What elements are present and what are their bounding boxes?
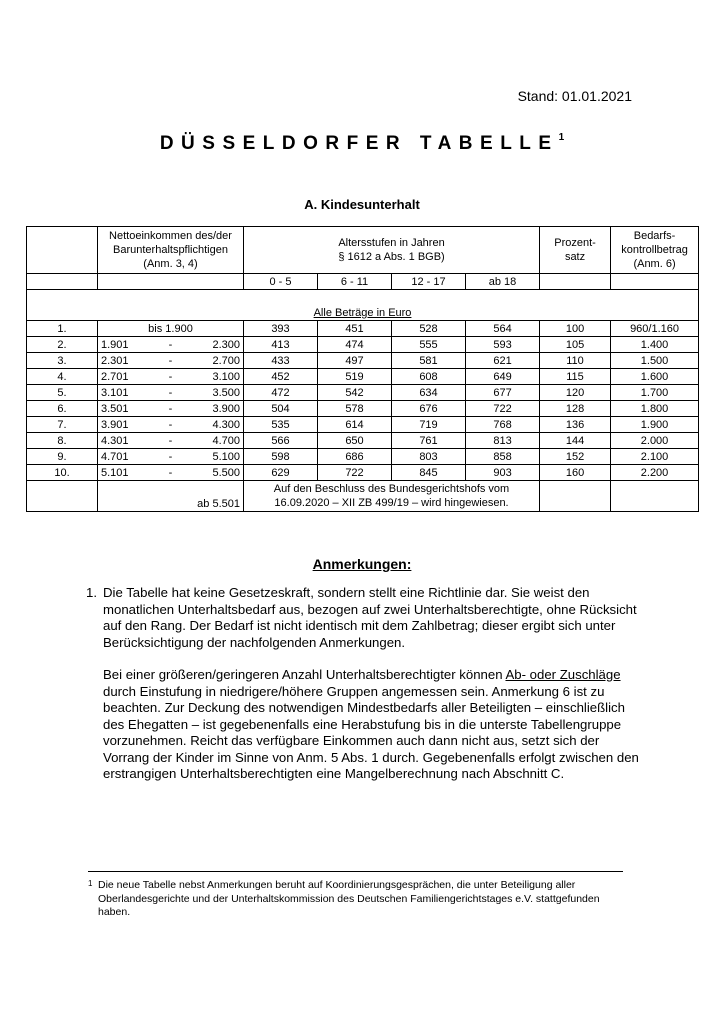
- table-row: [27, 433, 699, 449]
- bedarfskontrollbetrag: 1.900: [611, 417, 699, 433]
- document-title: [0, 133, 724, 155]
- table-row: [27, 401, 699, 417]
- table-body: [27, 321, 699, 481]
- amount-0-5: 566: [244, 433, 318, 449]
- bedarfskontrollbetrag: 960/1.160: [611, 321, 699, 337]
- percent-header: Prozent- satz: [540, 227, 611, 274]
- table-row: [27, 337, 699, 353]
- percent: 105: [540, 337, 611, 353]
- amount-6-11: 474: [318, 337, 392, 353]
- table-row: [27, 465, 699, 481]
- note-1: [86, 585, 646, 799]
- kindesunterhalt-table: [26, 226, 699, 512]
- group-number: 3.: [27, 353, 98, 369]
- amount-12-17: 581: [392, 353, 466, 369]
- group-number: 10.: [27, 465, 98, 481]
- table-row: [27, 369, 699, 385]
- amount-0-5: 472: [244, 385, 318, 401]
- percent: 120: [540, 385, 611, 401]
- income-range: 3.101 - 3.500: [98, 385, 244, 401]
- amount-12-17: 676: [392, 401, 466, 417]
- amount-ab-18: 858: [466, 449, 540, 465]
- group-number: 5.: [27, 385, 98, 401]
- section-title: A. Kindesunterhalt: [304, 197, 420, 212]
- age-columns-row: [27, 274, 699, 290]
- group-number: 1.: [27, 321, 98, 337]
- all-amounts-label: Alle Beträge in Euro: [27, 290, 699, 321]
- amount-6-11: 451: [318, 321, 392, 337]
- amount-6-11: 614: [318, 417, 392, 433]
- amount-ab-18: 621: [466, 353, 540, 369]
- note-1-paragraph-1: Die Tabelle hat keine Gesetzeskraft, sondern stellt eine Richtlinie dar. Sie weist den monatlichen Unterhaltsbedarf aus, bezogen auf zwei Unterhaltsberechtigte, ohne Rücksicht auf den Rang. Der Bedarf ist nicht identisch mit dem Zahlbetrag; dieser ergibt sich unter Berücksichtigung der nachfolgenden Anmerkungen.: [103, 585, 637, 650]
- percent: 136: [540, 417, 611, 433]
- amount-ab-18: 813: [466, 433, 540, 449]
- age-header: Altersstufen in Jahren § 1612 a Abs. 1 BGB): [244, 227, 540, 274]
- footnote-divider: [88, 871, 623, 872]
- age-col-6-11: 6 - 11: [318, 274, 392, 290]
- amounts-note-row: [27, 290, 699, 321]
- amount-6-11: 686: [318, 449, 392, 465]
- percent: 100: [540, 321, 611, 337]
- group-number: 2.: [27, 337, 98, 353]
- note-1-paragraph-2: Bei einer größeren/geringeren Anzahl Unterhaltsberechtigter können Ab- oder Zuschläge durch Einstufung in niedrigere/höhere Gruppen angemessen sein. Anmerkung 6 ist zu beachten. Zur Deckung des notwendigen Mindestbedarfs aller Beteiligten – einschließlich des Ehegatten – ist gegebenenfalls eine Herabstufung bis in die unterste Tabellengruppe vorzunehmen. Reicht das verfügbare Einkommen auch dann nicht aus, setzt sich der Vorrang der Kinder im Sinne von Anm. 5 Abs. 1 durch. Gegebenenfalls erfolgt zwischen den erstrangigen Unterhaltsberechtigten eine Mangelberechnung nach Abschnitt C.: [103, 667, 639, 781]
- income-header: Nettoeinkommen des/der Barunterhaltspflichtigen (Anm. 3, 4): [98, 227, 244, 274]
- table-row-last: [27, 481, 699, 512]
- bedarfskontrollbetrag: 2.000: [611, 433, 699, 449]
- age-col-ab-18: ab 18: [466, 274, 540, 290]
- amount-12-17: 719: [392, 417, 466, 433]
- amount-0-5: 629: [244, 465, 318, 481]
- percent: 115: [540, 369, 611, 385]
- table-row: [27, 353, 699, 369]
- ab-oder-zuschlaege: Ab- oder Zuschläge: [505, 667, 621, 682]
- group-number: 9.: [27, 449, 98, 465]
- amount-6-11: 497: [318, 353, 392, 369]
- amount-0-5: 433: [244, 353, 318, 369]
- bedarf-header: Bedarfs- kontrollbetrag (Anm. 6): [611, 227, 699, 274]
- percent: 160: [540, 465, 611, 481]
- amount-0-5: 598: [244, 449, 318, 465]
- bedarfskontrollbetrag: 1.700: [611, 385, 699, 401]
- amount-6-11: 542: [318, 385, 392, 401]
- income-range: 4.301 - 4.700: [98, 433, 244, 449]
- table-row: [27, 385, 699, 401]
- table-row: [27, 417, 699, 433]
- amount-6-11: 578: [318, 401, 392, 417]
- age-col-12-17: 12 - 17: [392, 274, 466, 290]
- income-range: bis 1.900: [98, 321, 244, 337]
- income-range: 4.701 - 5.100: [98, 449, 244, 465]
- amount-ab-18: 593: [466, 337, 540, 353]
- amount-6-11: 722: [318, 465, 392, 481]
- group-number: 8.: [27, 433, 98, 449]
- stand-date: Stand: 01.01.2021: [517, 88, 632, 104]
- bedarfskontrollbetrag: 1.600: [611, 369, 699, 385]
- income-range: 5.101 - 5.500: [98, 465, 244, 481]
- income-range: 2.301 - 2.700: [98, 353, 244, 369]
- amount-0-5: 393: [244, 321, 318, 337]
- amount-ab-18: 722: [466, 401, 540, 417]
- table-row: [27, 321, 699, 337]
- bgh-note: Auf den Beschluss des Bundesgerichtshofs vom 16.09.2020 – XII ZB 499/19 – wird hingewiesen.: [244, 481, 540, 512]
- amount-12-17: 608: [392, 369, 466, 385]
- income-range: 1.901 - 2.300: [98, 337, 244, 353]
- footnote: [88, 879, 628, 920]
- amount-0-5: 504: [244, 401, 318, 417]
- bedarfskontrollbetrag: 1.800: [611, 401, 699, 417]
- bedarfskontrollbetrag: 2.200: [611, 465, 699, 481]
- amount-0-5: 535: [244, 417, 318, 433]
- anmerkungen-title: Anmerkungen:: [312, 556, 412, 572]
- amount-12-17: 845: [392, 465, 466, 481]
- age-col-0-5: 0 - 5: [244, 274, 318, 290]
- bedarfskontrollbetrag: 1.500: [611, 353, 699, 369]
- group-number: 6.: [27, 401, 98, 417]
- bedarfskontrollbetrag: 2.100: [611, 449, 699, 465]
- income-ab-5501: ab 5.501: [98, 481, 244, 512]
- income-range: 2.701 - 3.100: [98, 369, 244, 385]
- footnote-text: Die neue Tabelle nebst Anmerkungen beruht auf Koordinierungsgesprächen, die unter Beteiligung aller Oberlandesgerichte und der Unterhaltskommission des Deutschen Familiengerichtstages e.V. stattgefunden haben.: [98, 879, 600, 918]
- amount-6-11: 650: [318, 433, 392, 449]
- amount-6-11: 519: [318, 369, 392, 385]
- amount-12-17: 761: [392, 433, 466, 449]
- group-number: 4.: [27, 369, 98, 385]
- bedarfskontrollbetrag: 1.400: [611, 337, 699, 353]
- footnote-number: 1: [88, 879, 93, 888]
- header-row: [27, 227, 699, 274]
- percent: 128: [540, 401, 611, 417]
- notes: [86, 585, 646, 799]
- amount-12-17: 634: [392, 385, 466, 401]
- title-text: DÜSSELDORFER TABELLE: [159, 133, 559, 154]
- table-row: [27, 449, 699, 465]
- percent: 144: [540, 433, 611, 449]
- group-number: 7.: [27, 417, 98, 433]
- amount-ab-18: 564: [466, 321, 540, 337]
- amount-ab-18: 677: [466, 385, 540, 401]
- percent: 110: [540, 353, 611, 369]
- title-footnote-mark: 1: [558, 131, 565, 143]
- percent: 152: [540, 449, 611, 465]
- amount-12-17: 555: [392, 337, 466, 353]
- income-range: 3.901 - 4.300: [98, 417, 244, 433]
- amount-0-5: 413: [244, 337, 318, 353]
- amount-ab-18: 768: [466, 417, 540, 433]
- income-range: 3.501 - 3.900: [98, 401, 244, 417]
- note-number: 1.: [86, 585, 97, 600]
- amount-12-17: 803: [392, 449, 466, 465]
- amount-12-17: 528: [392, 321, 466, 337]
- amount-ab-18: 903: [466, 465, 540, 481]
- amount-ab-18: 649: [466, 369, 540, 385]
- amount-0-5: 452: [244, 369, 318, 385]
